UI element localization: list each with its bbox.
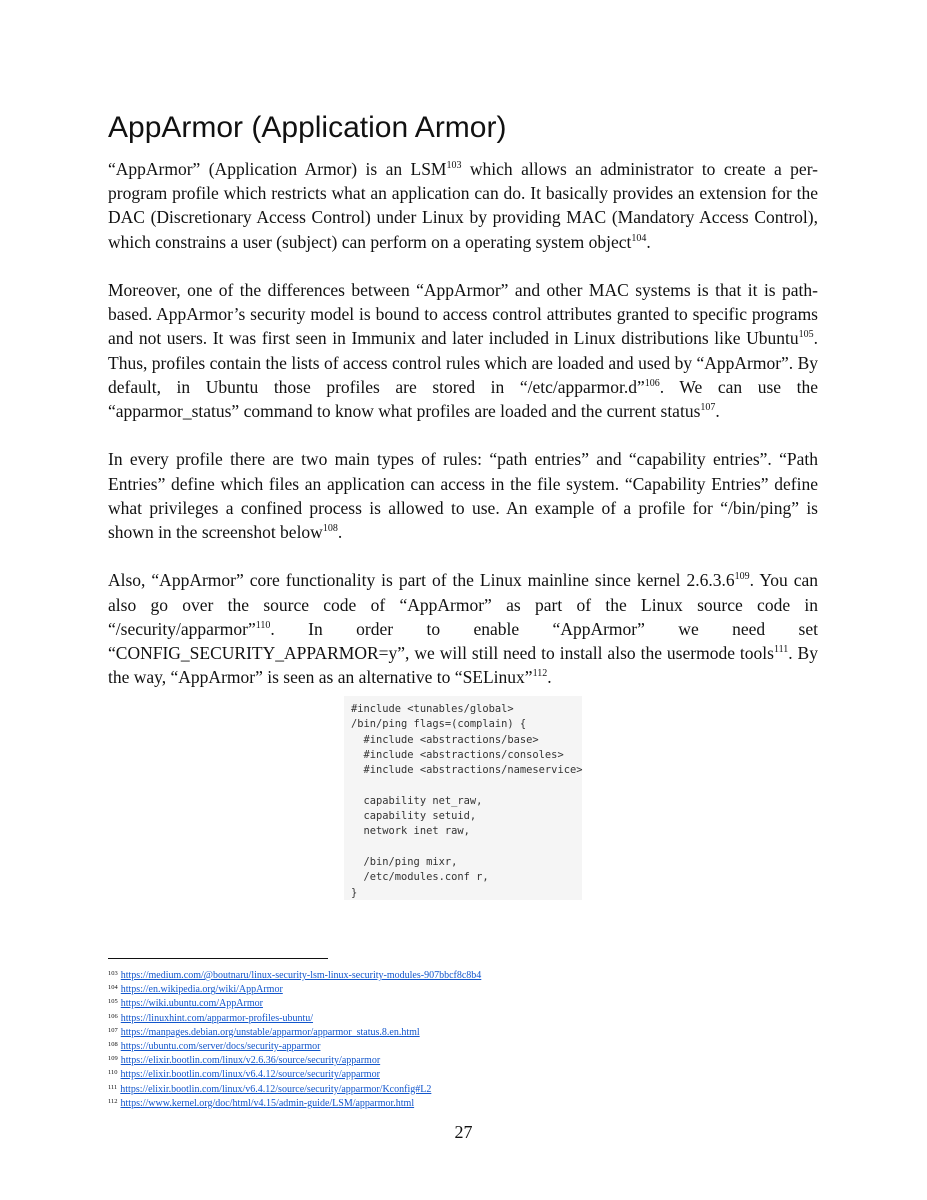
paragraph-text: In every profile there are two main types of rules: “path entries” and “capability entries”. “Path Entries” define which files an application can access in the file system. “Capability Entries” define what privileges a confined process is allowed to use. An example of a profile for “/bin/ping” is shown in the screenshot below — [108, 449, 818, 543]
paragraph-text: Moreover, one of the differences between “AppArmor” and other MAC systems is that it is path-based. AppArmor’s security model is bound to access control attributes granted to specific programs and not users. It was first seen in Immunix and later included in Linux distributions like Ubuntu — [108, 280, 818, 349]
body-text — [108, 157, 818, 714]
footnote-link[interactable]: https://elixir.bootlin.com/linux/v6.4.12/source/security/apparmor/Kconfig#L2 — [120, 1083, 432, 1095]
page-number: 27 — [454, 1122, 473, 1142]
footnotes — [108, 968, 481, 1110]
footnote-reference[interactable]: 105 — [798, 329, 814, 341]
paragraph-text: . In order to enable “AppArmor” we need set “CONFIG_SECURITY_APPARMOR=y”, we will still need to install also the usermode tools — [108, 618, 818, 664]
paragraph-text: . — [547, 667, 552, 688]
paragraph-text: . — [337, 522, 343, 543]
footnote-reference[interactable]: 106 — [644, 377, 660, 389]
footnote-reference[interactable]: 110 — [255, 619, 271, 631]
footnote-item — [108, 982, 481, 996]
paragraph — [108, 568, 818, 689]
footnote-number: 112 — [108, 1097, 118, 1105]
footnote-item — [108, 1025, 481, 1039]
footnote-number: 108 — [108, 1041, 118, 1049]
footnote-reference[interactable]: 109 — [734, 571, 750, 583]
footnote-number: 110 — [108, 1069, 118, 1077]
footnote-link[interactable]: https://manpages.debian.org/unstable/apparmor/apparmor_status.8.en.html — [120, 1026, 420, 1038]
paragraph-text: Also, “AppArmor” core functionality is part of the Linux mainline since kernel 2.6.3.6 — [108, 570, 735, 591]
paragraph — [108, 447, 818, 544]
paragraph-text: . Thus, profiles contain the lists of access control rules which are loaded and used by “AppArmor”. By default, in Ubuntu those profiles are stored in “/etc/apparmor.d” — [108, 328, 818, 397]
footnote-link[interactable]: https://elixir.bootlin.com/linux/v2.6.36/source/security/apparmor — [120, 1055, 381, 1067]
paragraph — [108, 278, 818, 423]
paragraph-text: . — [715, 401, 720, 422]
footnote-link[interactable]: https://en.wikipedia.org/wiki/AppArmor — [120, 984, 283, 996]
footnote-number: 109 — [108, 1055, 118, 1063]
footnote-link[interactable]: https://www.kernel.org/doc/html/v4.15/admin-guide/LSM/apparmor.html — [120, 1097, 415, 1109]
footnote-item — [108, 1053, 481, 1067]
paragraph — [108, 157, 818, 254]
paragraph-text: . By the way, “AppArmor” is seen as an alternative to “SELinux” — [108, 643, 818, 688]
footnote-reference[interactable]: 111 — [773, 644, 789, 656]
footnote-number: 105 — [108, 998, 118, 1006]
footnote-number: 107 — [108, 1026, 118, 1034]
footnote-number: 111 — [108, 1083, 118, 1091]
footnote-item — [108, 968, 481, 982]
footnote-item — [108, 1039, 481, 1053]
paragraph-text: . You can also go over the source code of “AppArmor” as part of the Linux source code in “/security/apparmor” — [108, 570, 818, 639]
footnote-number: 106 — [108, 1012, 118, 1020]
footnote-link[interactable]: https://medium.com/@boutnaru/linux-security-lsm-linux-security-modules-907bbcf8c8b4 — [120, 970, 482, 981]
footnote-item — [108, 996, 481, 1010]
paragraph-text: “AppArmor” (Application Armor) is an LSM — [108, 159, 447, 179]
footnote-item — [108, 1067, 481, 1081]
footnote-reference[interactable]: 103 — [446, 160, 462, 171]
paragraph-text: . We can use the “apparmor_status” command to know what profiles are loaded and the current status — [108, 376, 818, 422]
code-block: #include <tunables/global> /bin/ping flags=(complain) { #include <abstractions/base> #include <abstractions/consoles> #include <abstractions/nameservice> capability net_raw, capability setuid, network inet raw, /bin/ping mixr, /etc/modules.conf r, } — [351, 703, 583, 899]
footnote-item — [108, 1096, 481, 1110]
paragraph-text: which allows an administrator to create a per-program profile which restricts what an application can do. It basically provides an extension for the DAC (Discretionary Access Control) under Linux by providing MAC (Mandatory Access Control), which constrains a user (subject) can perform on a operating system object — [108, 159, 818, 252]
footnote-reference[interactable]: 104 — [631, 232, 647, 244]
footnote-link[interactable]: https://wiki.ubuntu.com/AppArmor — [120, 998, 263, 1010]
footnote-number: 103 — [108, 970, 118, 977]
footnote-reference[interactable]: 107 — [700, 402, 716, 414]
footnote-link[interactable]: https://elixir.bootlin.com/linux/v6.4.12/source/security/apparmor — [120, 1069, 380, 1081]
footnote-reference[interactable]: 108 — [322, 523, 338, 535]
code-screenshot — [344, 696, 582, 900]
page-title: AppArmor (Application Armor) — [108, 111, 507, 144]
footnote-divider — [108, 958, 328, 959]
footnote-reference[interactable]: 112 — [532, 668, 548, 680]
footnote-item — [108, 1082, 481, 1096]
footnote-link[interactable]: https://ubuntu.com/server/docs/security-apparmor — [120, 1041, 321, 1053]
footnote-link[interactable]: https://linuxhint.com/apparmor-profiles-ubuntu/ — [120, 1012, 314, 1024]
footnote-number: 104 — [108, 984, 118, 992]
footnote-item — [108, 1011, 481, 1025]
paragraph-text: . — [646, 231, 651, 252]
